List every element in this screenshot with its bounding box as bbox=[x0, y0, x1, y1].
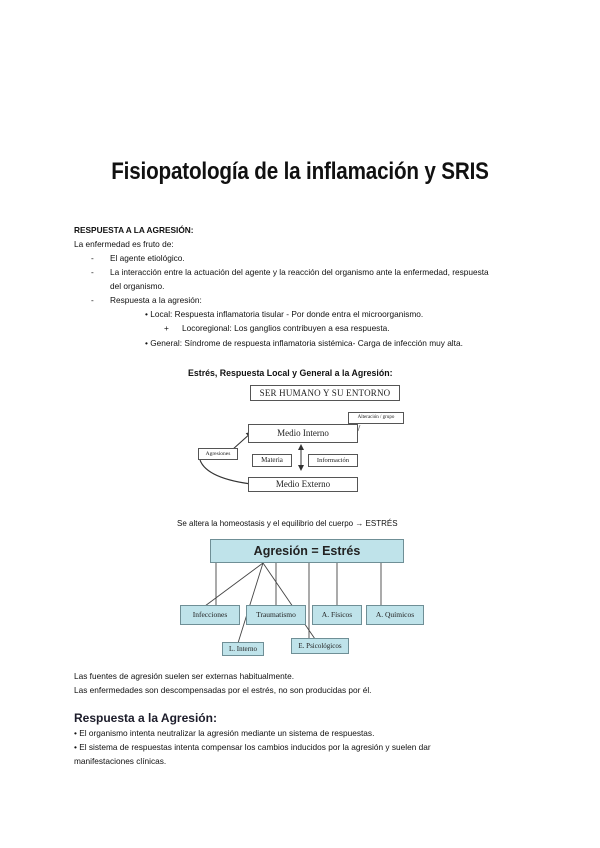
sub-item-local: • Local: Respuesta inflamatoria tisular - Por donde entra el microorganismo. bbox=[145, 309, 424, 319]
list-bullet: - bbox=[91, 253, 94, 263]
psicologicos-box: E. Psicológicos bbox=[291, 638, 349, 654]
section2-line: manifestaciones clínicas. bbox=[74, 756, 167, 766]
note-line: Las fuentes de agresión suelen ser externas habitualmente. bbox=[74, 671, 295, 681]
sub-bullet: + bbox=[164, 323, 169, 333]
section2-line: • El sistema de respuestas intenta compensar los cambios inducidos por la agresión y suelen dar bbox=[74, 742, 431, 752]
header-box: SER HUMANO Y SU ENTORNO bbox=[250, 385, 400, 401]
agresion-estres-box: Agresión = Estrés bbox=[210, 539, 404, 563]
traumatismo-box: Traumatismo bbox=[246, 605, 306, 625]
list-item: Respuesta a la agresión: bbox=[110, 295, 202, 305]
sub-item-locoregional: Locoregional: Los ganglios contribuyen a esa respuesta. bbox=[182, 323, 390, 333]
diagram1-caption: Estrés, Respuesta Local y General a la Agresión: bbox=[188, 368, 393, 378]
section2-heading: Respuesta a la Agresión: bbox=[74, 711, 217, 725]
infecciones-box: Infecciones bbox=[180, 605, 240, 625]
intro-text: La enfermedad es fruto de: bbox=[74, 239, 174, 249]
list-item: La interacción entre la actuación del agente y la reacción del organismo ante la enfermedad, respuesta bbox=[110, 267, 489, 277]
section-heading: RESPUESTA A LA AGRESIÓN: bbox=[74, 225, 194, 235]
sub-item-general: • General: Síndrome de respuesta inflamatoria sistémica- Carga de infección muy alta. bbox=[145, 338, 463, 348]
agentes-quimicos-box: A. Químicos bbox=[366, 605, 424, 625]
l-interno-box: L. Interno bbox=[222, 642, 264, 656]
section2-line: • El organismo intenta neutralizar la agresión mediante un sistema de respuestas. bbox=[74, 728, 375, 738]
agentes-fisicos-box: A. Físicos bbox=[312, 605, 362, 625]
note-box: Alteración / grupo bbox=[348, 412, 404, 424]
list-item: El agente etiológico. bbox=[110, 253, 185, 263]
materia-box: Materia bbox=[252, 454, 292, 467]
list-bullet: - bbox=[91, 295, 94, 305]
diagram2-caption: Se altera la homeostasis y el equilibrio del cuerpo → ESTRÉS bbox=[177, 519, 398, 528]
agresiones-box: Agresiones bbox=[198, 448, 238, 460]
medio-interno-box: Medio Interno bbox=[248, 424, 358, 443]
list-bullet: - bbox=[91, 267, 94, 277]
list-item: del organismo. bbox=[110, 281, 165, 291]
medio-externo-box: Medio Externo bbox=[248, 477, 358, 492]
informacion-box: Información bbox=[308, 454, 358, 467]
page-title: Fisiopatología de la inflamación y SRIS bbox=[111, 158, 489, 185]
note-line: Las enfermedades son descompensadas por el estrés, no son producidas por él. bbox=[74, 685, 372, 695]
